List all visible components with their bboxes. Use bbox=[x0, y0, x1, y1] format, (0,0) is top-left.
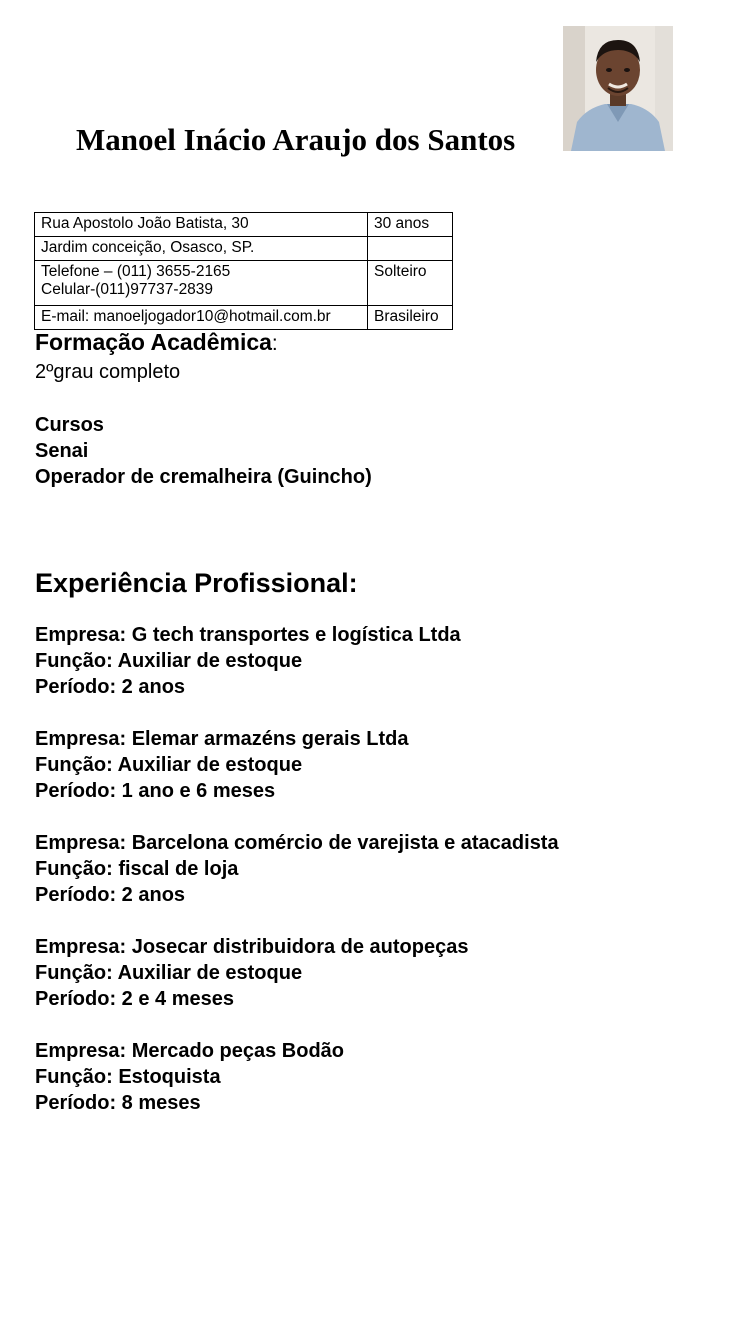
job-period: Período: 1 ano e 6 meses bbox=[35, 780, 276, 802]
contact-info-table bbox=[34, 212, 453, 330]
job-entry bbox=[35, 934, 735, 1012]
profile-photo-image bbox=[563, 26, 673, 151]
phone-cell bbox=[35, 261, 368, 306]
spacer bbox=[35, 386, 735, 412]
education-heading bbox=[35, 328, 735, 358]
resume-body bbox=[35, 328, 735, 1116]
job-period: Período: 2 anos bbox=[35, 676, 186, 698]
job-entry bbox=[35, 726, 735, 804]
job-company: Empresa: G tech transportes e logística Ltda bbox=[35, 624, 461, 646]
empty-cell bbox=[368, 237, 453, 261]
table-row bbox=[35, 237, 453, 261]
mobile-number: Celular-(011)97737-2839 bbox=[41, 281, 214, 298]
table-row bbox=[35, 213, 453, 237]
job-company: Empresa: Elemar armazéns gerais Ltda bbox=[35, 728, 409, 750]
course-institution: Senai bbox=[35, 440, 89, 462]
spacer bbox=[35, 1012, 735, 1038]
candidate-name: Manoel Inácio Araujo dos Santos bbox=[76, 122, 516, 157]
address-district: Jardim conceição, Osasco, SP. bbox=[35, 237, 368, 261]
job-company: Empresa: Mercado peças Bodão bbox=[35, 1040, 344, 1062]
table-row bbox=[35, 261, 453, 306]
job-role: Função: Estoquista bbox=[35, 1066, 221, 1088]
address-street: Rua Apostolo João Batista, 30 bbox=[35, 213, 368, 237]
table-row bbox=[35, 306, 453, 330]
courses-label: Cursos bbox=[35, 414, 104, 436]
email-address: E-mail: manoeljogador10@hotmail.com.br bbox=[35, 306, 368, 330]
job-company: Empresa: Barcelona comércio de varejista e atacadista bbox=[35, 832, 559, 854]
job-entry bbox=[35, 1038, 735, 1116]
profile-photo bbox=[563, 26, 673, 151]
marital-status: Solteiro bbox=[368, 261, 453, 306]
spacer bbox=[35, 804, 735, 830]
education-level: 2ºgrau completo bbox=[35, 361, 181, 383]
phone-number: Telefone – (011) 3655-2165 bbox=[41, 263, 231, 280]
experience-heading: Experiência Profissional: bbox=[35, 568, 358, 598]
spacer bbox=[35, 700, 735, 726]
course-name: Operador de cremalheira (Guincho) bbox=[35, 466, 372, 488]
job-role: Função: fiscal de loja bbox=[35, 858, 239, 880]
job-period: Período: 2 anos bbox=[35, 884, 186, 906]
nationality: Brasileiro bbox=[368, 306, 453, 330]
spacer bbox=[35, 600, 735, 622]
education-title-colon: : bbox=[271, 332, 278, 355]
job-role: Função: Auxiliar de estoque bbox=[35, 650, 303, 672]
job-role: Função: Auxiliar de estoque bbox=[35, 962, 303, 984]
job-period: Período: 8 meses bbox=[35, 1092, 201, 1114]
job-company: Empresa: Josecar distribuidora de autopeças bbox=[35, 936, 469, 958]
age: 30 anos bbox=[368, 213, 453, 237]
job-entry bbox=[35, 622, 735, 700]
education-title: Formação Acadêmica bbox=[35, 329, 272, 355]
job-period: Período: 2 e 4 meses bbox=[35, 988, 234, 1010]
spacer bbox=[35, 908, 735, 934]
job-role: Função: Auxiliar de estoque bbox=[35, 754, 303, 776]
spacer bbox=[35, 490, 735, 566]
job-entry bbox=[35, 830, 735, 908]
